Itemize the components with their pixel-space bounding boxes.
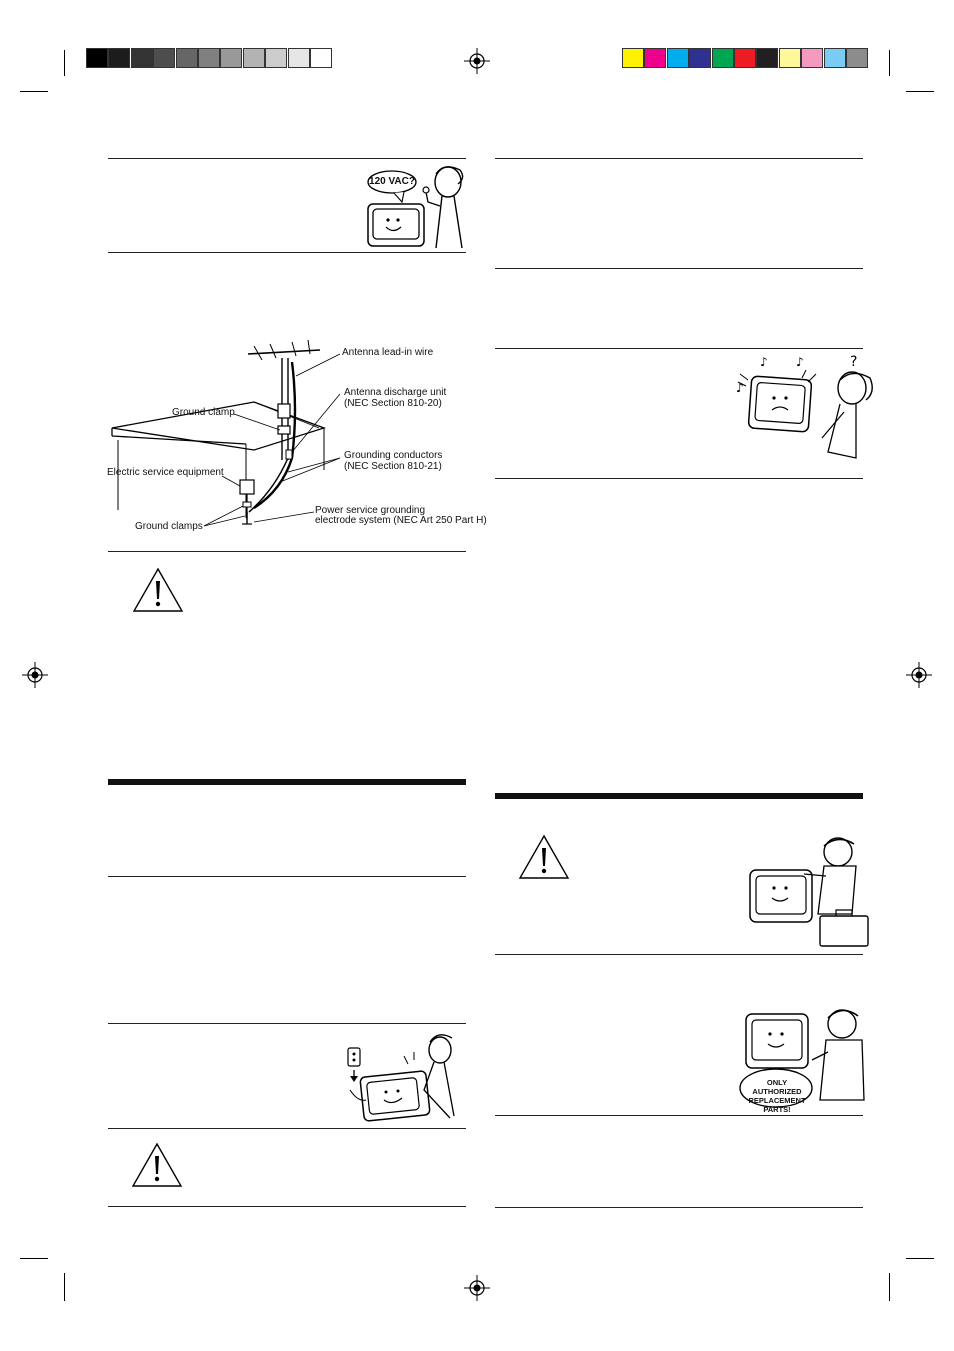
- discharge-unit-label: Antenna discharge unit: [344, 387, 447, 398]
- grounding-conductors-ref-label: (NEC Section 810-21): [344, 461, 442, 472]
- color-swatch: [644, 48, 666, 68]
- crop-mark: [20, 1258, 48, 1259]
- warning-icon: [131, 1142, 183, 1188]
- color-swatch: [622, 48, 644, 68]
- color-swatch: [689, 48, 711, 68]
- svg-text:♪: ♪: [796, 355, 804, 369]
- color-swatch: [131, 48, 153, 68]
- service-technician-illustration: [748, 834, 872, 950]
- section-divider: [495, 348, 863, 349]
- section-divider: [495, 158, 863, 159]
- crop-mark: [889, 1273, 890, 1301]
- crop-mark: [889, 50, 890, 76]
- color-swatch: [176, 48, 198, 68]
- warning-icon: [518, 834, 570, 880]
- antenna-grounding-diagram: [104, 340, 487, 540]
- color-swatch: [779, 48, 801, 68]
- section-divider: [108, 158, 466, 159]
- color-swatch: [846, 48, 868, 68]
- color-swatch: [734, 48, 756, 68]
- color-swatch: [310, 48, 332, 68]
- color-swatch: [153, 48, 175, 68]
- process-color-bar: [622, 48, 868, 68]
- section-divider: [495, 954, 863, 955]
- color-swatch: [288, 48, 310, 68]
- color-swatch: [198, 48, 220, 68]
- section-divider: [495, 1207, 863, 1208]
- ground-clamp-label: Ground clamp: [172, 407, 235, 418]
- grounding-diagram-drawing: [104, 340, 484, 540]
- crop-mark: [906, 1258, 934, 1259]
- registration-mark-icon: [22, 662, 48, 688]
- color-swatch: [243, 48, 265, 68]
- registration-mark-icon: [464, 1275, 490, 1301]
- registration-mark-icon: [906, 662, 932, 688]
- section-heading-bar: [108, 779, 466, 785]
- svg-text:?: ?: [850, 354, 858, 370]
- confused-viewer-illustration: [732, 352, 878, 462]
- replacement-parts-illustration: [738, 1002, 878, 1112]
- color-swatch: [801, 48, 823, 68]
- section-divider: [108, 1023, 466, 1024]
- section-heading-bar: [495, 793, 863, 799]
- color-swatch: [108, 48, 130, 68]
- section-divider: [495, 478, 863, 479]
- crop-mark: [64, 50, 65, 76]
- power-service-label-line1: Power service grounding: [315, 505, 426, 516]
- electric-service-label: Electric service equipment: [107, 467, 224, 478]
- gray-scale-bar: [86, 48, 332, 68]
- color-swatch: [756, 48, 778, 68]
- voltage-bubble-text: 120 VAC?: [369, 176, 415, 187]
- parts-bubble-text: ONLY AUTHORIZED REPLACEMENT PARTS!: [748, 1078, 806, 1114]
- color-swatch: [824, 48, 846, 68]
- crop-mark: [20, 91, 48, 92]
- unplug-tv-illustration: [344, 1030, 458, 1122]
- svg-text:♪: ♪: [760, 355, 768, 369]
- color-swatch: [86, 48, 108, 68]
- svg-text:♪: ♪: [736, 381, 744, 395]
- power-service-label-line2: electrode system (NEC Art 250 Part H): [315, 515, 487, 526]
- color-swatch: [667, 48, 689, 68]
- color-swatch: [265, 48, 287, 68]
- crop-mark: [906, 91, 934, 92]
- discharge-unit-ref-label: (NEC Section 810-20): [344, 398, 442, 409]
- section-divider: [108, 876, 466, 877]
- antenna-lead-in-label: Antenna lead-in wire: [342, 347, 434, 358]
- color-swatch: [220, 48, 242, 68]
- section-divider: [108, 1128, 466, 1129]
- ground-clamps-label: Ground clamps: [135, 521, 203, 532]
- crop-mark: [64, 1273, 65, 1301]
- registration-mark-icon: [464, 48, 490, 74]
- section-divider: [495, 268, 863, 269]
- section-divider: [495, 1115, 863, 1116]
- section-divider: [108, 1206, 466, 1207]
- section-divider: [108, 252, 466, 253]
- warning-icon: [132, 567, 184, 613]
- section-divider: [108, 551, 466, 552]
- grounding-conductors-label: Grounding conductors: [344, 450, 443, 461]
- voltage-question-illustration: [364, 162, 468, 250]
- color-swatch: [712, 48, 734, 68]
